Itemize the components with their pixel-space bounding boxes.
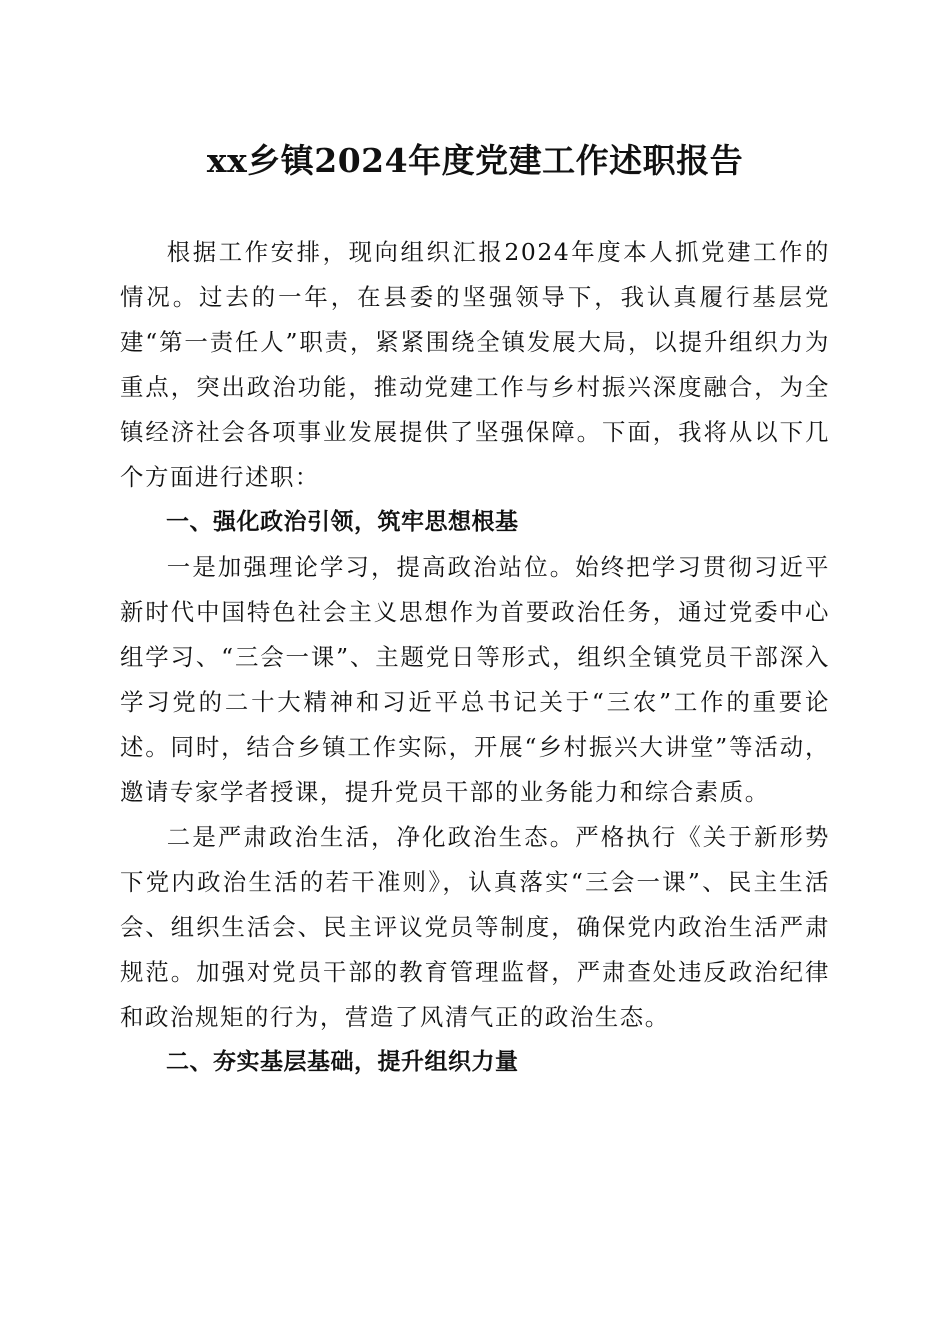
section-heading-2: 二、夯实基层基础，提升组织力量 bbox=[166, 1049, 519, 1075]
document-body bbox=[120, 230, 830, 1085]
section-heading-1: 一、强化政治引领，筑牢思想根基 bbox=[166, 509, 519, 535]
intro-paragraph: 根据工作安排，现向组织汇报2024年度本人抓党建工作的情况。过去的一年，在县委的坚强领导下，我认真履行基层党建“第一责任人”职责，紧紧围绕全镇发展大局，以提升组织力为重点，突出政治功能，推动党建工作与乡村振兴深度融合，为全镇经济社会各项事业发展提供了坚强保障。下面，我将从以下几个方面进行述职： bbox=[120, 238, 830, 491]
document-title: xx乡镇2024年度党建工作述职报告 bbox=[206, 141, 744, 180]
item-paragraph-2: 二是严肃政治生活，净化政治生态。严格执行《关于新形势下党内政治生活的若干准则》，认真落实“三会一课”、民主生活会、组织生活会、民主评议党员等制度，确保党内政治生活严肃规范。加强对党员干部的教育管理监督，严肃查处违反政治纪律和政治规矩的行为，营造了风清气正的政治生态。 bbox=[120, 823, 830, 1031]
item-paragraph-1: 一是加强理论学习，提高政治站位。始终把学习贯彻习近平新时代中国特色社会主义思想作为首要政治任务，通过党委中心组学习、“三会一课”、主题党日等形式，组织全镇党员干部深入学习党的二十大精神和习近平总书记关于“三农”工作的重要论述。同时，结合乡镇工作实际，开展“乡村振兴大讲堂”等活动，邀请专家学者授课，提升党员干部的业务能力和综合素质。 bbox=[120, 553, 830, 806]
